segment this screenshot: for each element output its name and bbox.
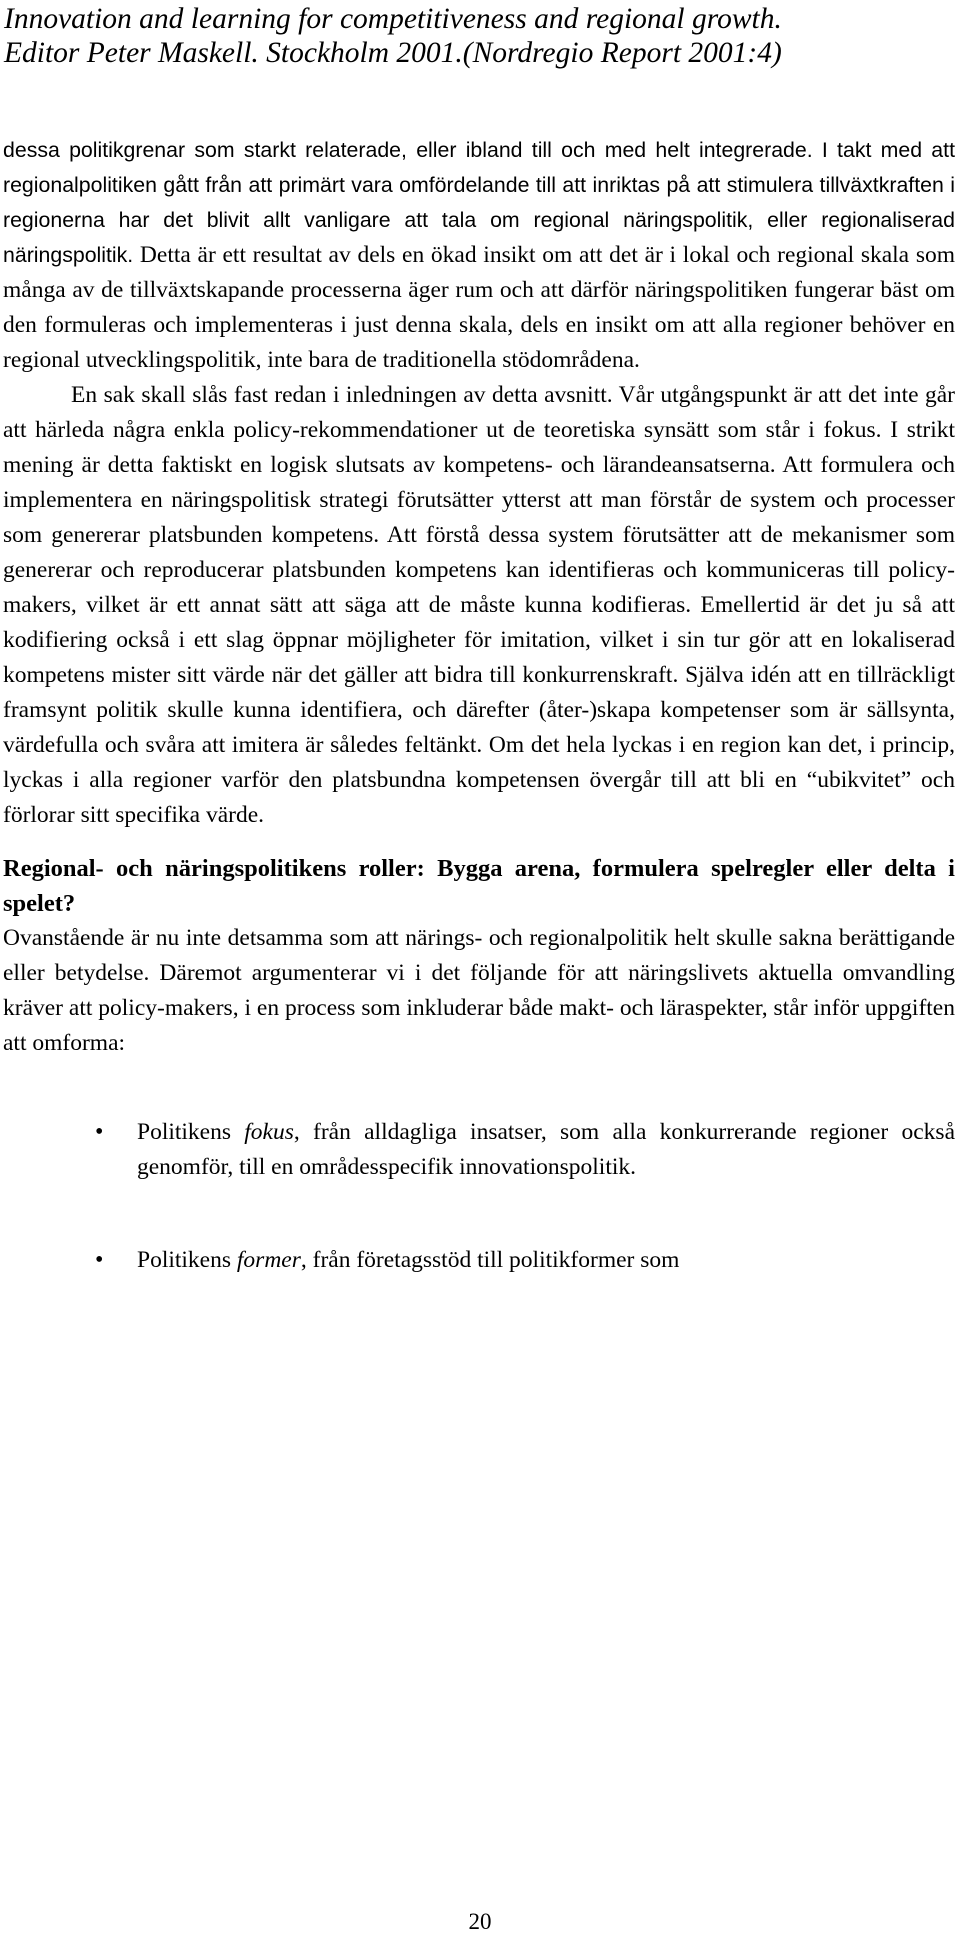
bullet-item-emphasis: fokus xyxy=(244,1119,294,1145)
paragraph-3: Ovanstående är nu inte detsamma som att närings- och regionalpolitik helt skulle sakna berättigande eller betydelse. Däremot argumenterar vi i det följande för att näringslivets aktuella omvandling kräver att policy-makers, i en process som inkluderar både makt- och läraspekter, står inför uppgiften att omforma: xyxy=(3,925,955,1056)
bullet-icon: • xyxy=(95,1247,104,1273)
paragraph-1 xyxy=(3,133,955,378)
bullet-item-former xyxy=(3,1243,955,1278)
bullet-item-prefix: Politikens xyxy=(137,1247,237,1273)
bullet-item-suffix: , från företagsstöd till politikformer som xyxy=(300,1247,680,1273)
bullet-item-prefix: Politikens xyxy=(137,1119,245,1145)
paragraph-2: En sak skall slås fast redan i inledningen av detta avsnitt. Vår utgångspunkt är att det inte går att härleda några enkla policy-rekommendationer ut de teoretiska synsätt som står i fokus. I strikt mening är detta faktiskt en logisk slutsats av kompetens- och lärandeansatserna. Att formulera och implementera en näringspolitisk strategi förutsätter ytterst att man förstår de system och processer som genererar platsbunden kompetens. Att förstå dessa system förutsätter att de mekanismer som genererar och reproducerar platsbunden kompetens kan identifieras och kommuniceras till policy-makers, vilket är ett annat sätt att säga att de måste kunna kodifieras. Emellertid är det ju så att kodifiering också i ett slag öppnar möjligheter för imitation, vilket i sin tur gör att en lokaliserad kompetens mister sitt värde när det gäller att bidra till konkurrenskraft. Själva idén att en tillräckligt framsynt politik skulle kunna identifiera, och därefter (åter-)skapa kompetenser som är sällsynta, värdefulla och svåra att imitera är således feltänkt. Om det hela lyckas i en region kan det, i princip, lyckas i alla regioner varför den platsbundna kompetensen övergår till att bli en “ubikvitet” och förlorar sitt specifika värde. xyxy=(3,382,955,828)
running-header xyxy=(4,2,944,70)
header-line-2: Editor Peter Maskell. Stockholm 2001.(Nordregio Report 2001:4) xyxy=(4,37,782,69)
bullet-icon: • xyxy=(95,1119,104,1145)
body-text xyxy=(3,133,955,1336)
section-heading: Regional- och näringspolitikens roller: Bygga arena, formulera spelregler eller delta i spelet? xyxy=(3,855,955,917)
bullet-item-emphasis: former xyxy=(236,1247,301,1273)
paragraph-1-serif-part: Detta är ett resultat av dels en ökad insikt om att det är i lokal och regional skala som många av de tillväxtskapande processerna äger rum och att därför näringspolitiken fungerar bäst om den formuleras och implementeras i just denna skala, dels en insikt om att alla regioner behöver en regional utvecklingspolitik, inte bara de traditionella stödområdena. xyxy=(3,242,955,373)
bullet-item-focus xyxy=(3,1115,955,1185)
bullet-list xyxy=(3,1115,955,1278)
bullet-item-suffix: , från alldagliga insatser, som alla konkurrerande regioner också genomför, till en områdesspecifik innovationspolitik. xyxy=(137,1119,955,1180)
page-number: 20 xyxy=(468,1909,492,1934)
header-line-1: Innovation and learning for competitiveness and regional growth. xyxy=(4,3,782,35)
paragraph-1-sans-part: dessa politikgrenar som starkt relaterade, eller ibland till och med helt integrerade. I takt med att regionalpolitiken gått från att primärt vara omfördelande till att inriktas på att stimulera tillväxtkraften i regionerna har det blivit allt vanligare att tala om regional näringspolitik, eller regionaliserad näringspolitik. xyxy=(3,138,955,267)
